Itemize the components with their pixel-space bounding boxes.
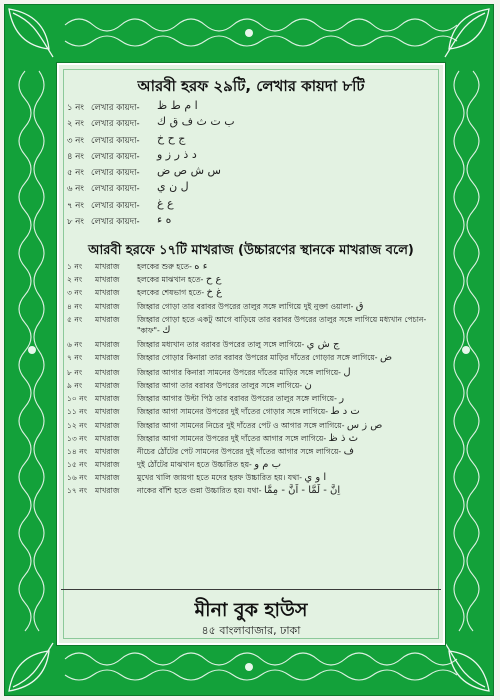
makhraj-text: জিহ্বার গোড়া তার বরাবর উপরের তালুর সঙ্গে লাগিয়ে দুই নুক্তা ওয়ালা- xyxy=(137,301,354,311)
makhraj-list xyxy=(67,261,441,499)
content-panel xyxy=(57,63,445,645)
makhraj-description xyxy=(137,367,441,378)
rule-number: ৩ নং xyxy=(67,135,84,146)
makhraj-label: মাখরাজ xyxy=(95,352,120,362)
makhraj-row xyxy=(67,446,441,457)
makhraj-description xyxy=(137,393,441,404)
rule-label: লেখার কায়দা- xyxy=(91,184,140,195)
makhraj-text: হলকের শেষভাগ হতে- xyxy=(137,288,205,298)
writing-rule-row xyxy=(67,196,437,215)
makhraj-description xyxy=(137,420,441,431)
publisher-box xyxy=(61,589,441,640)
writing-rule-row xyxy=(67,166,437,182)
makhraj-label: মাখরাজ xyxy=(95,420,120,430)
makhraj-row xyxy=(67,274,441,285)
rule-number: ৮ নং xyxy=(67,217,84,228)
makhraj-description xyxy=(137,485,441,496)
makhraj-number: ৭ নং xyxy=(67,352,83,362)
makhraj-row xyxy=(67,393,441,404)
makhraj-row xyxy=(67,352,441,363)
writing-rules-list xyxy=(67,101,437,231)
makhraj-description xyxy=(137,339,441,350)
makhraj-arabic-letters: ء ه xyxy=(194,261,208,272)
rule-arabic-letters: س ش ص ض xyxy=(157,164,221,178)
publisher-name: মীনা বুক হাউস xyxy=(194,599,308,621)
makhraj-row xyxy=(67,367,441,378)
makhraj-description xyxy=(137,446,441,457)
makhraj-row xyxy=(67,261,441,272)
makhraj-label: মাখরাজ xyxy=(95,433,120,443)
makhraj-text: জিহ্বার আগা সামনের নিচের দুই দাঁতের পেট ও আগার সঙ্গে লাগিয়ে- xyxy=(137,420,345,430)
makhraj-text: জিহ্বার আগা সামনের উপরের দুই দাঁতের গোড়ার সঙ্গে লাগিয়ে- xyxy=(137,407,328,417)
makhraj-row xyxy=(67,380,441,391)
makhraj-text: হলকের শুরু হতে- xyxy=(137,262,192,271)
rule-number: ১ নং xyxy=(67,103,84,113)
makhraj-label: মাখরাজ xyxy=(95,262,120,271)
makhraj-row xyxy=(67,459,441,470)
makhraj-number: ১৩ নং xyxy=(67,433,88,443)
makhraj-arabic-letters: ك xyxy=(162,324,171,336)
makhraj-arabic-letters: ج ش ي xyxy=(306,338,340,350)
makhraj-arabic-letters: ل xyxy=(343,366,351,378)
ornamental-frame xyxy=(4,4,494,696)
makhraj-row xyxy=(67,485,441,496)
makhraj-description xyxy=(137,261,441,272)
makhraj-arabic-letters: ع ح xyxy=(205,274,222,286)
writing-rule-row xyxy=(67,101,437,117)
rule-label: লেখার কায়দা- xyxy=(91,135,140,146)
makhraj-row xyxy=(67,433,441,444)
makhraj-number: ৯ নং xyxy=(67,380,83,390)
makhraj-text: হলকের মাঝখান হতে- xyxy=(137,275,204,285)
makhraj-arabic-letters: ا و ي xyxy=(304,472,327,484)
makhraj-row xyxy=(67,301,441,312)
makhraj-arabic-letters: اِنَّ - لَمَّا - اَنَّ - مِمَّا xyxy=(263,485,341,497)
makhraj-row xyxy=(67,406,441,417)
letters-title: আরবী হরফ ২৯টি, লেখার কায়দা ৮টি xyxy=(137,77,365,95)
makhraj-text: জিহ্বার গোড়ার কিনারা তার বরাবর উপরের মাড়ির দাঁতের গোড়ার সঙ্গে লাগিয়ে- xyxy=(137,352,378,362)
rule-number: ৪ নং xyxy=(67,151,84,162)
makhraj-number: ১৪ নং xyxy=(67,446,88,456)
rule-number: ২ নং xyxy=(67,119,84,130)
makhraj-arabic-letters: ق xyxy=(355,300,364,312)
makhraj-label: মাখরাজ xyxy=(95,367,120,377)
makhraj-description xyxy=(137,472,441,483)
makhraj-description xyxy=(137,301,441,312)
makhraj-arabic-letters: غ خ xyxy=(206,287,223,299)
rule-arabic-letters: ل ن ي xyxy=(157,180,189,194)
makhraj-description xyxy=(137,274,441,285)
makhraj-number: ৮ নং xyxy=(67,367,83,377)
makhraj-text: দুই ঠোঁটের মাঝখান হতে উচ্চারিত হয়- xyxy=(137,460,252,470)
writing-rule-row xyxy=(67,131,437,150)
rule-arabic-letters: ع غ xyxy=(157,196,174,210)
rule-arabic-letters: د ذ ر ز و xyxy=(157,147,197,161)
makhraj-arabic-letters: ب م و xyxy=(254,459,282,471)
makhraj-description xyxy=(137,380,441,391)
makhraj-arabic-letters: ف xyxy=(343,445,354,457)
makhraj-arabic-letters: ث ذ ظ xyxy=(328,432,359,444)
makhraj-label: মাখরাজ xyxy=(95,407,120,417)
rule-arabic-letters: ا م ط ظ xyxy=(157,99,198,112)
makhraj-number: ৫ নং xyxy=(67,314,83,324)
makhraj-arabic-letters: ر xyxy=(339,393,345,405)
makhraj-arabic-letters: ت د ط xyxy=(330,406,360,418)
rule-label: লেখার কায়দা- xyxy=(91,103,140,113)
rule-number: ৭ নং xyxy=(67,200,84,211)
makhraj-number: ১৫ নং xyxy=(67,460,88,470)
rule-number: ৬ নং xyxy=(67,184,84,195)
writing-rule-row xyxy=(67,182,437,198)
makhraj-label: মাখরাজ xyxy=(95,288,120,298)
rule-label: লেখার কায়দা- xyxy=(91,168,140,179)
makhraj-label: মাখরাজ xyxy=(95,460,120,470)
makhraj-label: মাখরাজ xyxy=(95,394,120,404)
makhraj-text: জিহ্বার আগা সামনের উপরের দুই দাঁতের আগার সঙ্গে লাগিয়ে- xyxy=(137,433,327,443)
writing-rule-row xyxy=(67,117,437,133)
rule-number: ৫ নং xyxy=(67,168,84,179)
makhraj-text: মুখের খালি জায়গা হতে মদের হরফ উচ্চারিত হয়। যথা- xyxy=(137,473,302,483)
rule-arabic-letters: ه ء xyxy=(157,213,172,227)
makhraj-arabic-letters: ص ز س xyxy=(346,419,383,431)
makhraj-number: ৬ নং xyxy=(67,339,83,349)
rule-label: লেখার কায়দা- xyxy=(91,119,140,130)
makhraj-row xyxy=(67,339,441,350)
makhraj-label: মাখরাজ xyxy=(95,275,120,285)
makhraj-number: ১৬ নং xyxy=(67,473,88,483)
makhraj-label: মাখরাজ xyxy=(95,339,120,349)
makhraj-text: জিহ্বার গোড়া হতে একটু আগে বাড়িয়ে তার বরাবর উপরের তালুর সঙ্গে লাগিয়ে মধ্যখান পেচান- "কাফ"- xyxy=(137,314,427,335)
makhraj-text: নীচের ঠোঁটের পেট সামনের উপরের দুই দাঁতের আগার সঙ্গে লাগিয়ে- xyxy=(137,446,342,456)
makhraj-number: ২ নং xyxy=(67,275,83,285)
makhraj-number: ১ নং xyxy=(67,262,83,271)
makhraj-text: জিহ্বার আগার কিনারা সামনের উপরের দাঁতের মাড়ির সঙ্গে লাগিয়ে- xyxy=(137,367,341,377)
writing-rule-row xyxy=(67,215,437,231)
makhraj-number: ১২ নং xyxy=(67,420,88,430)
makhraj-text: জিহ্বার আগার উল্টা পিঠ তার বরাবর উপরের তালুর সঙ্গে লাগিয়ে- xyxy=(137,394,337,404)
makhraj-number: ৩ নং xyxy=(67,288,83,298)
makhraj-row xyxy=(67,314,441,336)
rule-arabic-letters: ج ح خ xyxy=(157,131,186,145)
makhraj-text: নাকের বাঁশি হতে গুন্না উচ্চারিত হয়। যথা- xyxy=(137,486,262,496)
rule-label: লেখার কায়দা- xyxy=(91,217,140,228)
makhraj-arabic-letters: ض xyxy=(379,351,393,363)
makhraj-text: জিহ্বার আগা তার বরাবর উপরের তালুর সঙ্গে লাগিয়ে- xyxy=(137,380,303,390)
makhraj-row xyxy=(67,287,441,298)
makhraj-description xyxy=(137,459,441,470)
makhraj-label: মাখরাজ xyxy=(95,473,120,483)
rule-label: লেখার কায়দা- xyxy=(91,200,140,211)
writing-rule-row xyxy=(67,147,437,166)
makhraj-title: আরবী হরফে ১৭টি মাখরাজ (উচ্চারণের স্থানকে মাখরাজ বলে) xyxy=(88,243,414,258)
makhraj-row xyxy=(67,420,441,431)
rule-label: লেখার কায়দা- xyxy=(91,151,140,162)
makhraj-text: জিহ্বার মধ্যখান তার বরাবর উপরের তালু সঙ্গে লাগিয়ে- xyxy=(137,339,305,349)
makhraj-description xyxy=(137,352,441,363)
makhraj-label: মাখরাজ xyxy=(95,301,120,311)
makhraj-description xyxy=(137,433,441,444)
makhraj-label: মাখরাজ xyxy=(95,314,120,324)
rule-arabic-letters: ب ت ث ف ق ك xyxy=(157,115,235,129)
makhraj-description xyxy=(137,406,441,417)
makhraj-description xyxy=(137,314,441,336)
makhraj-label: মাখরাজ xyxy=(95,486,120,496)
makhraj-number: ৪ নং xyxy=(67,301,83,311)
makhraj-number: ১১ নং xyxy=(67,407,88,417)
makhraj-arabic-letters: ن xyxy=(304,379,312,391)
makhraj-label: মাখরাজ xyxy=(95,446,120,456)
makhraj-label: মাখরাজ xyxy=(95,380,120,390)
makhraj-number: ১৭ নং xyxy=(67,486,88,496)
makhraj-row xyxy=(67,472,441,483)
publisher-address: ৪৫ বাংলাবাজার, ঢাকা xyxy=(201,624,301,637)
makhraj-description xyxy=(137,287,441,298)
makhraj-number: ১০ নং xyxy=(67,394,88,404)
